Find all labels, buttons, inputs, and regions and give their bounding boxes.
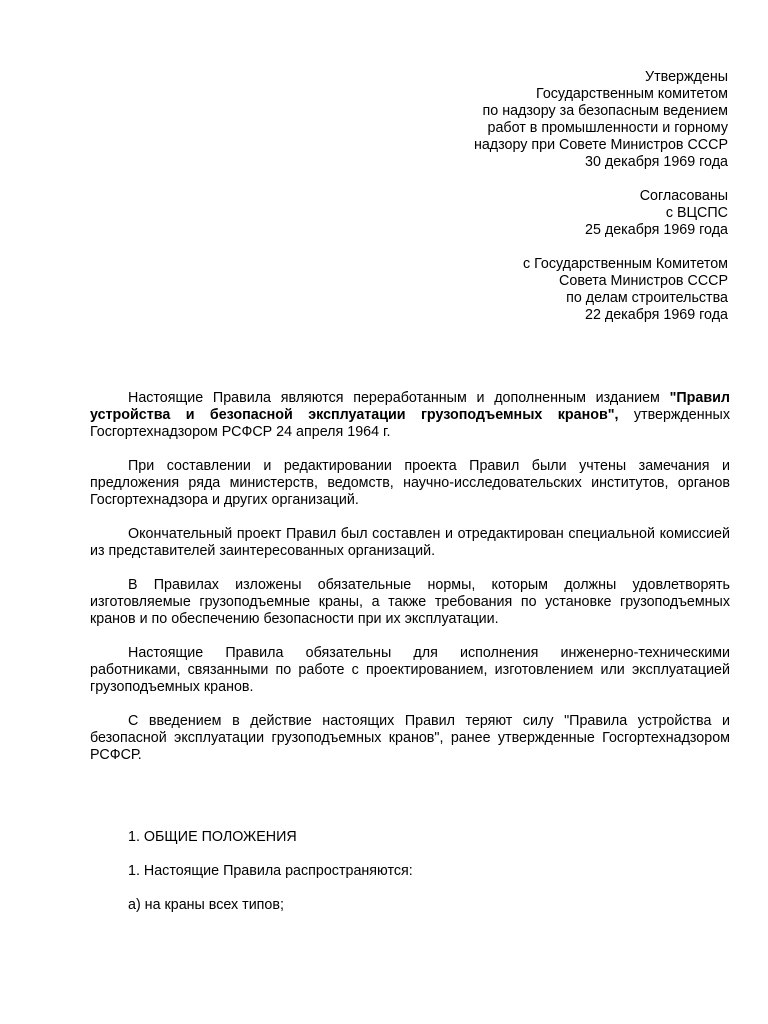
approval-line: по надзору за безопасным ведением [482, 103, 728, 119]
approval-line: работ в промышленности и горному [487, 120, 728, 136]
intro-text-run: Настоящие Правила являются переработанным и дополненным изданием [128, 390, 670, 406]
intro-paragraph-1 [90, 390, 730, 441]
approval-line: Утверждены [645, 69, 728, 85]
rules-title-bold: "Правил устройства и безопасной эксплуатации грузоподъемных кранов", [90, 390, 730, 423]
agreement-line: по делам строительства [566, 290, 728, 306]
agreement-line: Согласованы [639, 188, 728, 204]
agreement-line: с ВЦСПС [665, 205, 728, 221]
agreement-line: с Государственным Комитетом [522, 256, 728, 272]
section-heading: 1. ОБЩИЕ ПОЛОЖЕНИЯ [128, 829, 297, 845]
intro-paragraph-6: С введением в действие настоящих Правил теряют силу "Правила устройства и безопасной эксплуатации грузоподъемных кранов", ранее утвержденные Госгортехнадзором РСФСР. [90, 713, 730, 763]
approval-date: 30 декабря 1969 года [585, 154, 728, 170]
intro-paragraph-4: В Правилах изложены обязательные нормы, которым должны удовлетворять изготовляемые грузоподъемные краны, а также требования по установке грузоподъемных кранов и по обеспечению безопасности при их эксплуатации. [90, 577, 730, 627]
intro-paragraph-2: При составлении и редактировании проекта Правил были учтены замечания и предложения ряда министерств, ведомств, научно-исследовательских институтов, органов Госгортехнадзора и других организаций. [90, 458, 730, 508]
section-item-1a: а) на краны всех типов; [128, 897, 284, 913]
intro-text [90, 390, 730, 781]
intro-text-run: утвержденных Госгортехнадзором РСФСР 24 апреля 1964 г. [90, 407, 730, 440]
approval-line: надзору при Совете Министров СССР [473, 137, 728, 153]
agreement-date: 22 декабря 1969 года [585, 307, 728, 323]
spacer [368, 171, 728, 188]
intro-paragraph-3: Окончательный проект Правил был составлен и отредактирован специальной комиссией из представителей заинтересованных организаций. [90, 526, 730, 559]
agreement-line: Совета Министров СССР [559, 273, 728, 289]
approval-block [368, 69, 728, 324]
agreement-date: 25 декабря 1969 года [585, 222, 728, 238]
approval-line: Государственным комитетом [536, 86, 728, 102]
spacer [368, 239, 728, 256]
intro-paragraph-5: Настоящие Правила обязательны для исполнения инженерно-техническими работниками, связанными по работе с проектированием, изготовлением или эксплуатацией грузоподъемных кранов. [90, 645, 730, 695]
section-item-1: 1. Настоящие Правила распространяются: [128, 863, 413, 879]
